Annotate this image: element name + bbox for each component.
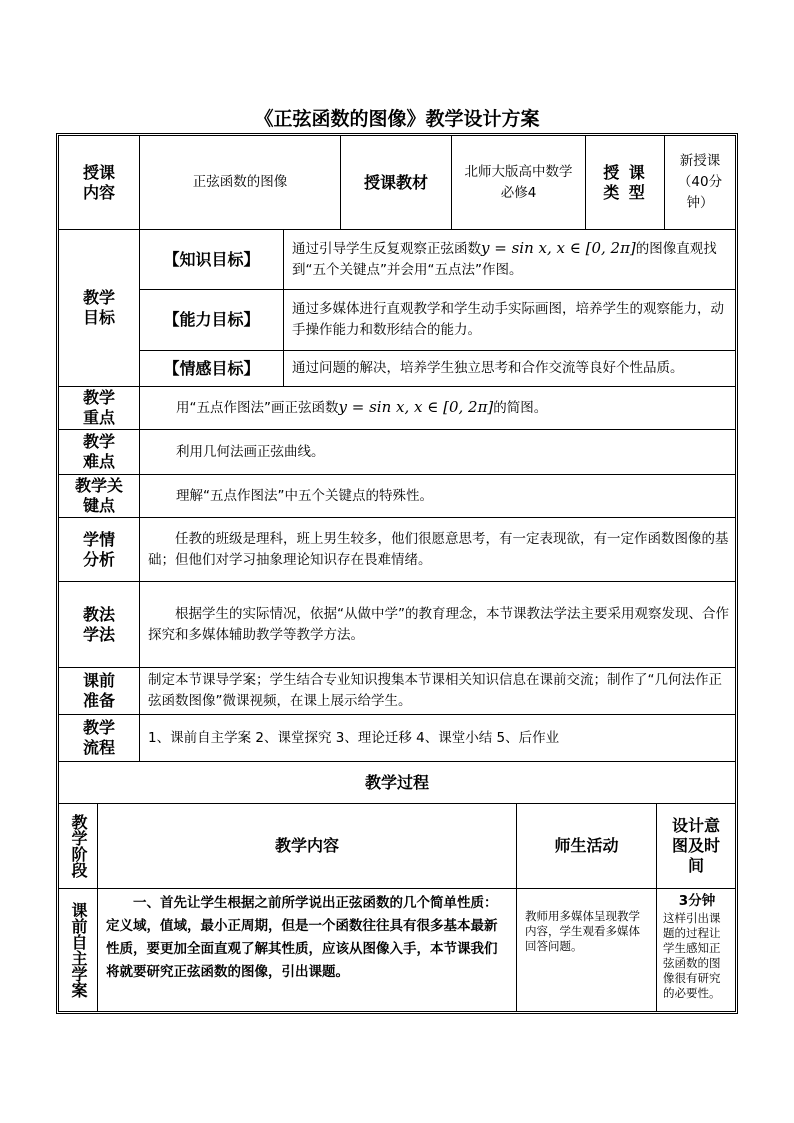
- process-title-cell: [59, 762, 735, 804]
- methods-label: 教法学法: [82, 604, 115, 644]
- document-title: 《正弦函数的图像》教学设计方案: [254, 108, 540, 130]
- activity-header: 师生活动: [554, 836, 619, 855]
- content-header-cell: [98, 804, 517, 889]
- flow-text-cell: [140, 715, 735, 762]
- methods-label-cell: [59, 582, 140, 668]
- content-header: 教学内容: [274, 836, 339, 855]
- textbook-label-cell: [341, 136, 452, 230]
- type-label-cell: [586, 136, 665, 230]
- process-activity-text: 教师用多媒体呈现教学内容，学生观看多媒体回答问题。: [525, 909, 640, 953]
- type-value-cell: [665, 136, 735, 230]
- key-point-text-cell: [140, 387, 735, 430]
- difficulty-label: 教学难点: [82, 432, 115, 471]
- analysis-text: 任教的班级是理科，班上男生较多，他们很愿意思考，有一定表现欲，有一定作函数图像的基础；但他们对学习抽象理论知识存在畏难情绪。: [148, 530, 729, 568]
- knowledge-math: y = sin x, x ∈ [0, 2π]: [481, 239, 636, 257]
- textbook-value: 北师大版高中数学必修4: [464, 163, 573, 201]
- key-point-text-after: 的简图。: [493, 400, 548, 416]
- flow-label: 教学流程: [82, 718, 115, 757]
- ability-label-cell: [140, 290, 284, 351]
- preparation-label-cell: [59, 668, 140, 715]
- stage-text: 课前自主学案: [69, 902, 88, 998]
- analysis-text-cell: [140, 518, 735, 582]
- flow-text: 1、课前自主学案 2、课堂探究 3、理论迁移 4、课堂小结 5、后作业: [148, 729, 560, 746]
- textbook-label: 授课教材: [363, 172, 428, 192]
- preparation-text: 制定本节课导学案；学生结合专业知识搜集本节课相关知识信息在课前交流；制作了“几何法作正弦函数图像”微课视频，在课上展示给学生。: [148, 672, 722, 709]
- difficulty-label-cell: [59, 430, 140, 475]
- crucial-text: 理解“五点作图法”中五个关键点的特殊性。: [176, 487, 433, 504]
- ability-text-cell: [284, 290, 735, 351]
- key-point-math: y = sin x, x ∈ [0, 2π]: [338, 398, 494, 416]
- knowledge-label: 【知识目标】: [163, 249, 260, 269]
- objectives-label: 教学目标: [82, 288, 115, 327]
- crucial-label-cell: [59, 475, 140, 518]
- process-activity-cell: [517, 889, 657, 1011]
- objectives-label-cell: [59, 230, 140, 387]
- crucial-label: 教学关键点: [74, 476, 123, 515]
- emotion-label: 【情感目标】: [163, 358, 260, 378]
- flow-label-cell: [59, 715, 140, 762]
- emotion-text-cell: [284, 351, 735, 387]
- knowledge-text-after: 的图像直观找到“五个关键点”并会用“五点法”作图。: [292, 241, 717, 278]
- ability-text: 通过多媒体进行直观教学和学生动手实际画图，培养学生的观察能力，动手操作能力和数形结合的能力。: [292, 301, 724, 338]
- course-value: 正弦函数的图像: [192, 174, 288, 190]
- process-intent-text: 这样引出课题的过程让学生感知正弦函数的图像很有研究的必要性。: [663, 911, 721, 1000]
- stage-header-cell: [59, 804, 98, 889]
- stage-header: 教学阶段: [69, 814, 88, 878]
- textbook-value-cell: [452, 136, 586, 230]
- preparation-label: 课前准备: [82, 671, 115, 710]
- process-content-cell: [98, 889, 517, 1011]
- preparation-text-cell: [140, 668, 735, 715]
- type-value: 新授课（40分钟）: [677, 153, 723, 211]
- intent-header: 设计意图及时间: [671, 816, 720, 875]
- process-content-text: 一、首先让学生根据之前所学说出正弦函数的几个简单性质：定义域，值域，最小正周期，但是一个函数往往具有很多基本最新性质，要更加全面直观了解其性质，应该从图像入手，本节课我们将就要研究正弦函数的图像，引出课题。: [106, 895, 498, 980]
- course-label-cell: [59, 136, 140, 230]
- analysis-label-cell: [59, 518, 140, 582]
- ability-label: 【能力目标】: [163, 310, 260, 329]
- course-label: 授课内容: [82, 162, 115, 202]
- intent-header-cell: [657, 804, 735, 889]
- process-time: 3分钟: [678, 893, 716, 909]
- key-point-text-before: 用“五点作图法”画正弦函数: [176, 400, 339, 416]
- difficulty-text-cell: [140, 430, 735, 475]
- process-title: 教学过程: [364, 772, 429, 792]
- crucial-text-cell: [140, 475, 735, 518]
- emotion-label-cell: [140, 351, 284, 387]
- knowledge-text-cell: [284, 230, 735, 290]
- key-point-label-cell: [59, 387, 140, 430]
- methods-text: 根据学生的实际情况，依据“从做中学”的教育理念，本节课教法学法主要采用观察发现、合作探究和多媒体辅助教学等教学方法。: [148, 605, 729, 643]
- emotion-text: 通过问题的解决，培养学生独立思考和合作交流等良好个性品质。: [292, 360, 684, 376]
- difficulty-text: 利用几何法画正弦曲线。: [176, 443, 325, 460]
- methods-text-cell: [140, 582, 735, 668]
- stage-cell: [59, 889, 98, 1011]
- activity-header-cell: [517, 804, 657, 889]
- key-point-label: 教学重点: [82, 388, 115, 427]
- process-intent-cell: [657, 889, 735, 1011]
- analysis-label: 学情分析: [82, 529, 115, 569]
- course-value-cell: [140, 136, 341, 230]
- lesson-plan-table: [56, 133, 738, 1014]
- knowledge-text-before: 通过引导学生反复观察正弦函数: [292, 241, 481, 257]
- type-label: 授 课 类 型: [603, 162, 647, 202]
- knowledge-label-cell: [140, 230, 284, 290]
